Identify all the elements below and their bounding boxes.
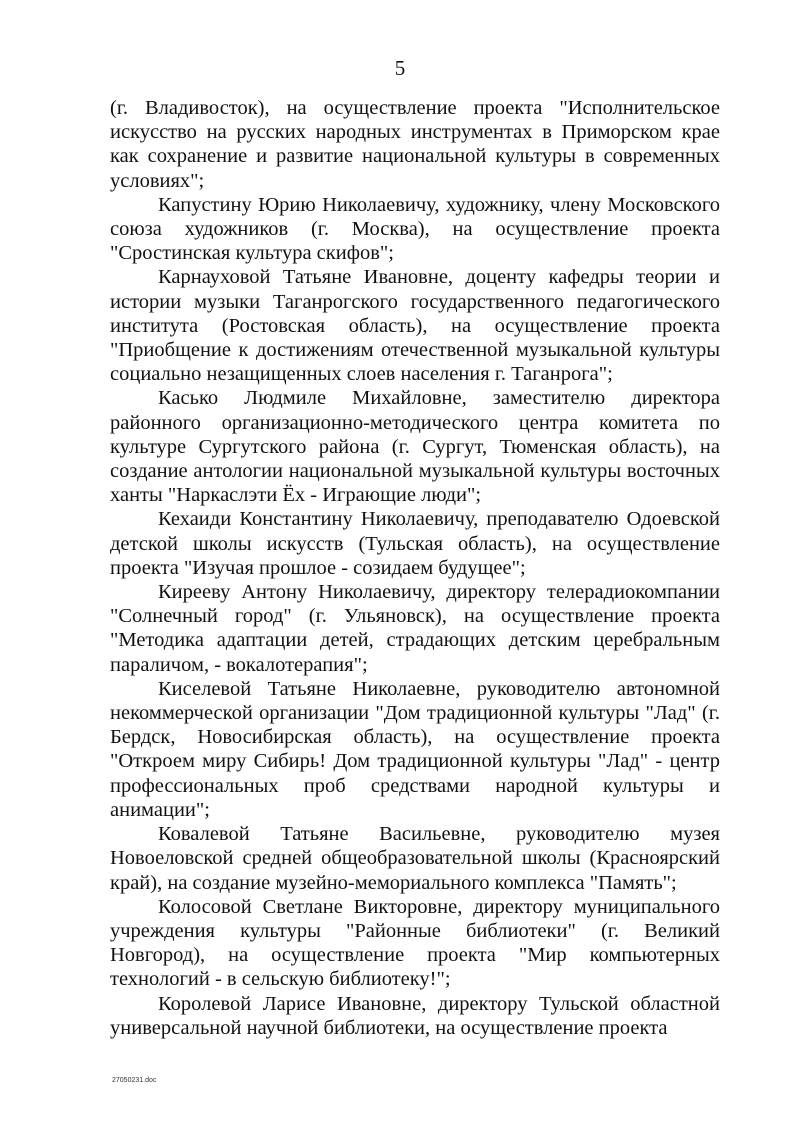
paragraph-kolosova: Колосовой Светлане Викторовне, директору муниципального учреждения культуры "Районные библиотеки" (г. Великий Новгород), на осуществление проекта "Мир компьютерных технологий - в сельскую библиотеку!"; <box>110 895 720 991</box>
paragraph-kovaleva: Ковалевой Татьяне Васильевне, руководителю музея Новоеловской средней общеобразовательной школы (Красноярский край), на создание музейно-мемориального комплекса "Память"; <box>110 823 720 894</box>
paragraph-kiseleva: Киселевой Татьяне Николаевне, руководителю автономной некоммерческой организации "Дом традиционной культуры "Лад" (г. Бердск, Новосибирская область), на осуществление проекта "Откроем миру Сибирь! Дом традиционной культуры "Лад" - центр профессиональных проб средствами народной культуры и анимации"; <box>110 677 720 821</box>
document-body <box>110 96 720 1040</box>
paragraph-koroleva: Королевой Ларисе Ивановне, директору Тульской областной универсальной научной библиотеки, на осуществление проекта <box>110 992 720 1039</box>
paragraph-kireev: Кирееву Антону Николаевичу, директору телерадиокомпании "Солнечный город" (г. Ульяновск), на осуществление проекта "Методика адаптации детей, страдающих детским церебральным параличом, - вокалотерапия"; <box>110 581 720 676</box>
paragraph-kapustin: Капустину Юрию Николаевичу, художнику, члену Московского союза художников (г. Москва), на осуществление проекта "Сростинская культура скифов"; <box>110 193 720 265</box>
paragraph-kasko: Касько Людмиле Михайловне, заместителю директора районного организационно-методического центра комитета по культуре Сургутского района (г. Сургут, Тюменская область), на создание антологии национальной музыкальной культуры восточных ханты "Наркаслэти Ёх - Играющие люди"; <box>110 387 720 507</box>
paragraph-karnaukhova: Карнауховой Татьяне Ивановне, доценту кафедры теории и истории музыки Таганрогского государственного педагогического института (Ростовская область), на осуществление проекта "Приобщение к достижениям отечественной музыкальной культуры социально незащищенных слоев населения г. Таганрога"; <box>110 266 720 386</box>
paragraph-continuation: (г. Владивосток), на осуществление проекта "Исполнительское искусство на русских народных инструментах в Приморском крае как сохранение и развитие национальной культуры в современных условиях"; <box>110 97 720 192</box>
page-number: 5 <box>394 56 406 80</box>
paragraph-kekhaidi: Кехаиди Константину Николаевичу, преподавателю Одоевской детской школы искусств (Тульская область), на осуществление проекта "Изучая прошлое - созидаем будущее"; <box>110 508 720 579</box>
footer-file-reference: 27050231.doc <box>112 1077 157 1084</box>
